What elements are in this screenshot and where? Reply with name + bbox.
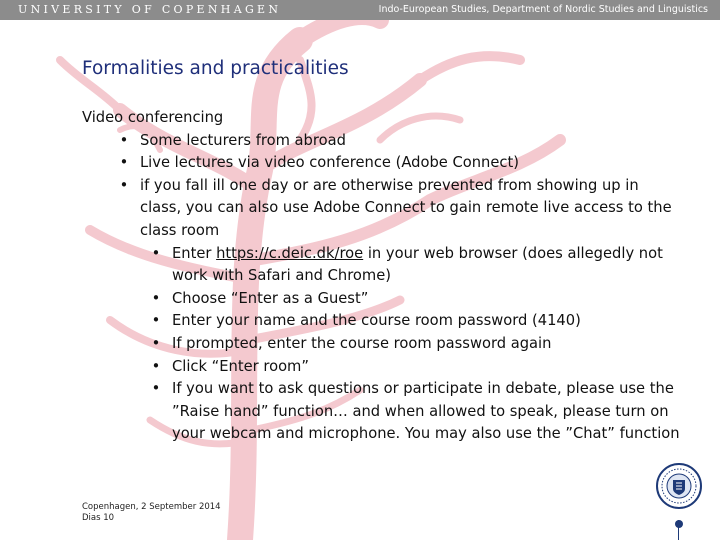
bullet-icon: •	[151, 244, 161, 262]
sub-list-item: • Choose “Enter as a Guest”	[82, 288, 682, 311]
sub-list-item: • If you want to ask questions or participate in debate, please use the ”Raise hand” function… and when allowed to speak, please turn on your webcam and microphone. You may also use the ”Chat” function	[82, 378, 682, 446]
course-room-link[interactable]: https://c.deic.dk/roe	[216, 244, 364, 262]
footer	[82, 502, 221, 524]
bullet-icon: •	[151, 357, 161, 375]
bullet-icon: •	[119, 176, 129, 194]
slide-title: Formalities and practicalities	[82, 58, 349, 79]
bullet-icon: •	[119, 154, 129, 172]
divider	[678, 520, 679, 540]
sub-list-item: • If prompted, enter the course room password again	[82, 333, 682, 356]
sub-list-item: • Enter https://c.deic.dk/roe in your web browser (does allegedly not work with Safari and Chrome)	[82, 243, 682, 288]
university-seal-icon	[655, 462, 703, 510]
slide-number: Dias 10	[82, 513, 115, 523]
list-item: • Some lecturers from abroad	[82, 130, 682, 153]
list-item: • Live lectures via video conference (Adobe Connect)	[82, 152, 682, 175]
footer-date: Copenhagen, 2 September 2014	[82, 502, 221, 512]
university-name: UNIVERSITY OF COPENHAGEN	[18, 3, 282, 16]
slide-body	[82, 107, 682, 446]
dot-icon	[674, 519, 684, 529]
bullet-icon: •	[151, 334, 161, 352]
list-item: • if you fall ill one day or are otherwise prevented from showing up in class, you can also use Adobe Connect to gain remote live access to the class room	[82, 175, 682, 243]
department-name: Indo-European Studies, Department of Nordic Studies and Linguistics	[378, 4, 708, 15]
sub-list-item: • Click “Enter room”	[82, 356, 682, 379]
bullet-icon: •	[151, 380, 161, 398]
section-heading: Video conferencing	[82, 109, 224, 126]
bullet-icon: •	[151, 312, 161, 330]
header-bar	[0, 0, 720, 20]
bullet-icon: •	[151, 289, 161, 307]
sub-list-item: • Enter your name and the course room password (4140)	[82, 310, 682, 333]
bullet-icon: •	[119, 131, 129, 149]
